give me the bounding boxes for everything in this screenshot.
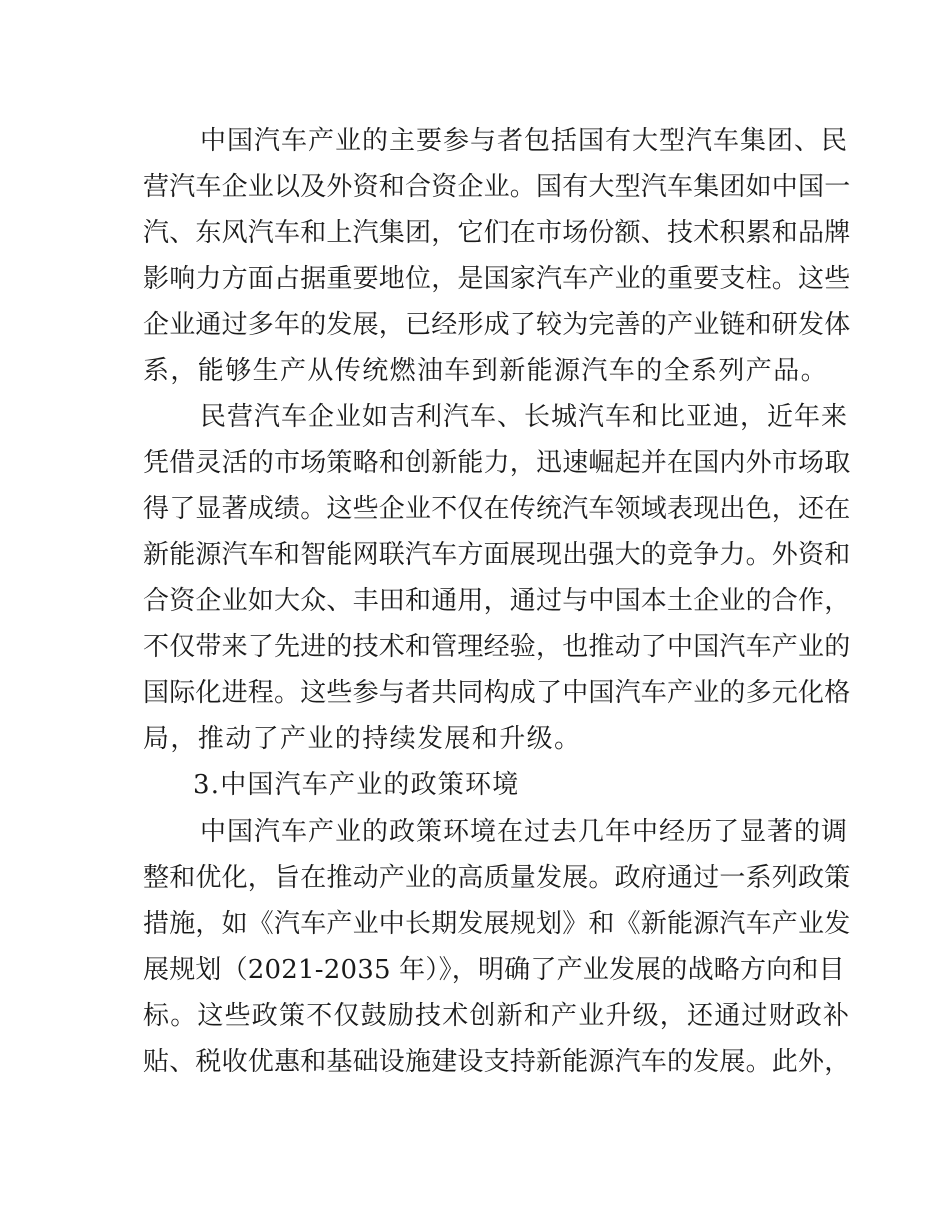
paragraph-3-line-5: 标。这些政策不仅鼓励技术创新和产业升级，还通过财政补: [143, 1001, 851, 1031]
paragraph-2-line-2: 凭借灵活的市场策略和创新能力，迅速崛起并在国内外市场取: [143, 448, 851, 478]
paragraph-2-line-4: 新能源汽车和智能网联汽车方面展现出强大的竞争力。外资和: [143, 540, 851, 570]
paragraph-3-line-3: 措施，如《汽车产业中长期发展规划》和《新能源汽车产业发: [143, 909, 851, 939]
section-heading: 3.中国汽车产业的政策环境: [193, 770, 520, 800]
paragraph-1-line-3: 汽、东风汽车和上汽集团，它们在市场份额、技术积累和品牌: [143, 218, 851, 248]
paragraph-3-line-4: 展规划（2021-2035 年）》，明确了产业发展的战略方向和目: [143, 955, 845, 985]
paragraph-1-line-4: 影响力方面占据重要地位，是国家汽车产业的重要支柱。这些: [143, 264, 851, 294]
paragraph-2-line-7: 国际化进程。这些参与者共同构成了中国汽车产业的多元化格: [143, 678, 851, 708]
paragraph-1-line-5: 企业通过多年的发展，已经形成了较为完善的产业链和研发体: [143, 310, 851, 340]
paragraph-1-line-1: 中国汽车产业的主要参与者包括国有大型汽车集团、民: [200, 126, 849, 156]
paragraph-2-line-8: 局，推动了产业的持续发展和升级。: [143, 724, 582, 754]
paragraph-1-line-6: 系，能够生产从传统燃油车到新能源汽车的全系列产品。: [143, 356, 829, 386]
paragraph-3-line-6: 贴、税收优惠和基础设施建设支持新能源汽车的发展。此外，: [143, 1047, 851, 1077]
paragraph-2-line-3: 得了显著成绩。这些企业不仅在传统汽车领域表现出色，还在: [143, 494, 851, 524]
paragraph-1-line-2: 营汽车企业以及外资和合资企业。国有大型汽车集团如中国一: [143, 172, 851, 202]
paragraph-3-line-1: 中国汽车产业的政策环境在过去几年中经历了显著的调: [200, 817, 849, 847]
paragraph-2-line-6: 不仅带来了先进的技术和管理经验，也推动了中国汽车产业的: [143, 632, 851, 662]
paragraph-3-line-2: 整和优化，旨在推动产业的高质量发展。政府通过一系列政策: [143, 863, 851, 893]
paragraph-2-line-5: 合资企业如大众、丰田和通用，通过与中国本土企业的合作，: [143, 586, 851, 616]
paragraph-2-line-1: 民营汽车企业如吉利汽车、长城汽车和比亚迪，近年来: [200, 402, 849, 432]
